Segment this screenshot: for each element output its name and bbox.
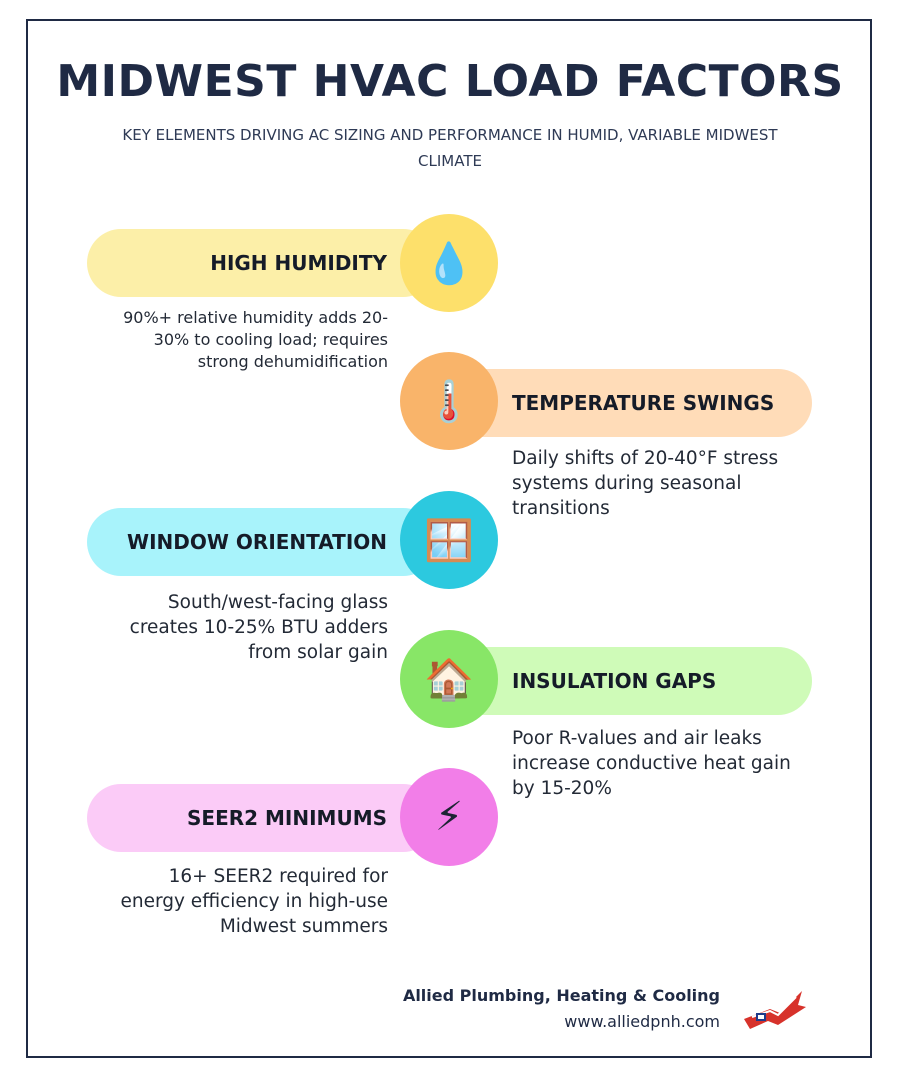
thermometer-icon: 🌡️ — [400, 352, 498, 450]
factor-label: WINDOW ORIENTATION — [127, 530, 387, 554]
house-icon: 🏠 — [400, 630, 498, 728]
factor-label: TEMPERATURE SWINGS — [512, 391, 775, 415]
footer-company-name: Allied Plumbing, Heating & Cooling — [402, 986, 720, 1005]
allied-logo-icon — [740, 985, 808, 1033]
footer-website-link[interactable]: www.alliedpnh.com — [564, 1012, 720, 1031]
factor-label: HIGH HUMIDITY — [210, 251, 387, 275]
factor-pill-seer2-minimums — [87, 784, 437, 852]
factor-description: Daily shifts of 20-40°F stress systems during seasonal transitions — [512, 448, 779, 519]
factor-description: 16+ SEER2 required for energy efficiency in high-use Midwest summers — [120, 866, 388, 937]
lightning-icon: ⚡ — [400, 768, 498, 866]
factor-label: SEER2 MINIMUMS — [187, 806, 387, 830]
factor-label: INSULATION GAPS — [512, 669, 717, 693]
window-icon: 🪟 — [400, 491, 498, 589]
page-subtitle: KEY ELEMENTS DRIVING AC SIZING AND PERFORMANCE IN HUMID, VARIABLE MIDWEST CLIMATE — [122, 126, 778, 170]
factor-pill-high-humidity — [87, 229, 437, 297]
water-drop-icon: 💧 — [400, 214, 498, 312]
factor-description: 90%+ relative humidity adds 20-30% to cooling load; requires strong dehumidification — [123, 308, 388, 371]
factor-pill-window-orientation — [87, 508, 437, 576]
factor-description: South/west-facing glass creates 10-25% BTU adders from solar gain — [129, 592, 388, 663]
page-title: MIDWEST HVAC LOAD FACTORS — [56, 56, 844, 107]
factor-description: Poor R-values and air leaks increase conductive heat gain by 15-20% — [512, 728, 791, 799]
